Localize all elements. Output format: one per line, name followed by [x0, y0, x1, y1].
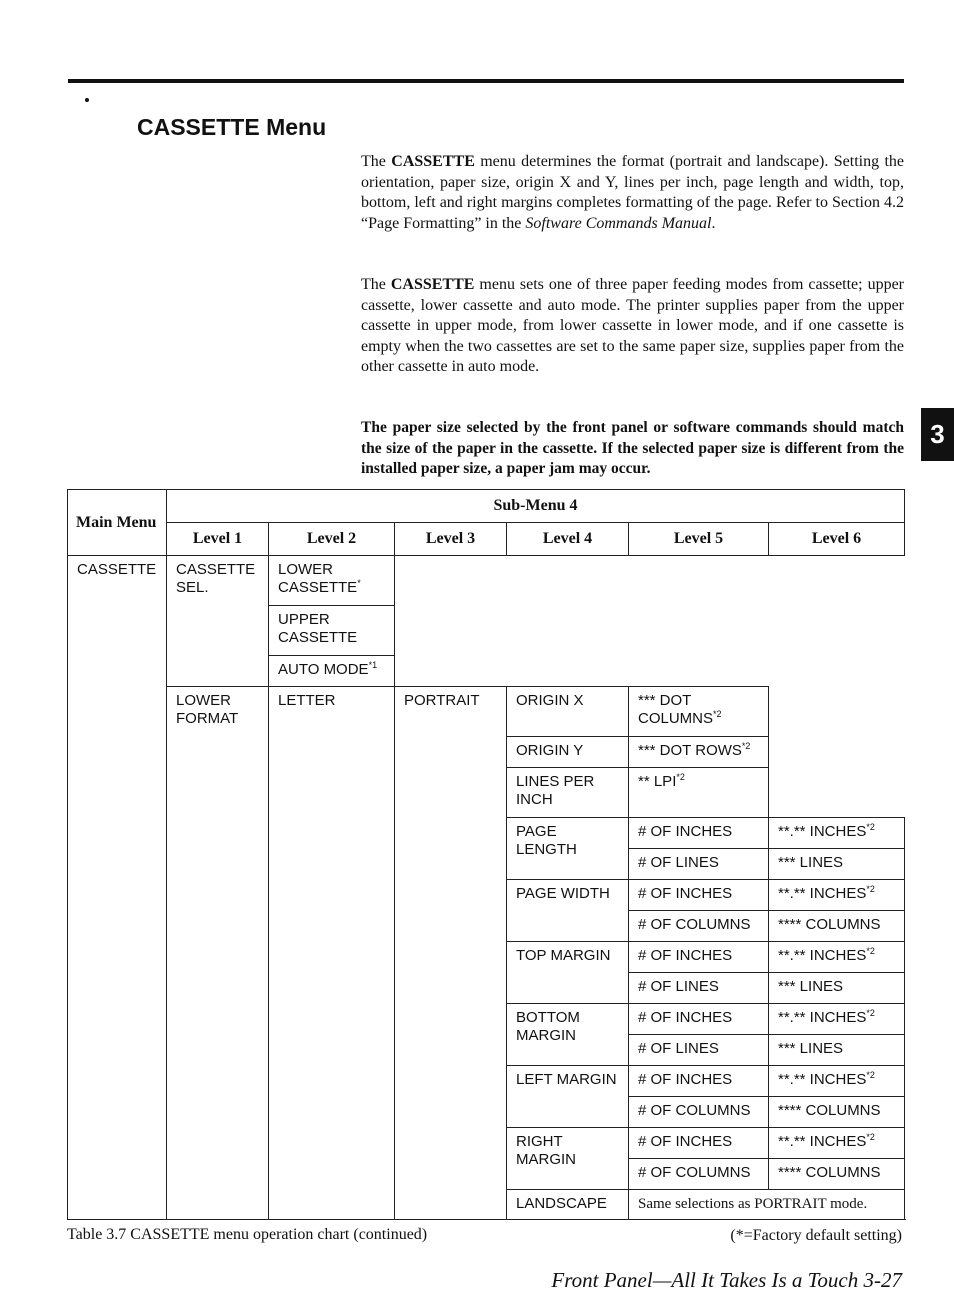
bottom-margin-cell: BOTTOM MARGIN — [507, 1004, 629, 1066]
level-4-header: Level 4 — [507, 523, 629, 556]
top-margin-lines-option: # OF LINES — [629, 973, 769, 1004]
portrait-cell: PORTRAIT — [395, 687, 507, 1220]
origin-x-cell: ORIGIN X — [507, 687, 629, 737]
level-3-header: Level 3 — [395, 523, 507, 556]
factory-default-note: (*=Factory default setting) — [730, 1227, 902, 1244]
table-caption: Table 3.7 CASSETTE menu operation chart (continued) — [67, 1226, 428, 1243]
main-menu-header: Main Menu — [68, 490, 167, 556]
right-margin-columns-option: # OF COLUMNS — [629, 1159, 769, 1190]
page-width-inches-value: **.** INCHES$^{*2}$ — [769, 880, 905, 911]
chapter-tab: 3 — [921, 408, 954, 461]
top-margin-inches-option: # OF INCHES — [629, 942, 769, 973]
main-menu-cassette: CASSETTE — [68, 556, 167, 1220]
lower-cassette-cell: LOWER CASSETTE* — [269, 556, 395, 606]
margin-dot — [85, 98, 89, 102]
level-1-header: Level 1 — [167, 523, 269, 556]
left-margin-inches-option: # OF INCHES — [629, 1066, 769, 1097]
left-margin-cell: LEFT MARGIN — [507, 1066, 629, 1128]
letter-cell: LETTER — [269, 687, 395, 1220]
bottom-margin-lines-value: *** LINES — [769, 1035, 905, 1066]
top-rule — [68, 79, 904, 83]
level-2-header: Level 2 — [269, 523, 395, 556]
dot-columns-cell: *** DOT COLUMNS$^{*2}$ — [629, 687, 769, 737]
page-width-cell: PAGE WIDTH — [507, 880, 629, 942]
origin-y-cell: ORIGIN Y — [507, 737, 629, 768]
dot-rows-cell: *** DOT ROWS$^{*2}$ — [629, 737, 769, 768]
bottom-margin-inches-value: **.** INCHES$^{*2}$ — [769, 1004, 905, 1035]
empty-area — [395, 556, 905, 687]
page-width-columns-option: # OF COLUMNS — [629, 911, 769, 942]
left-margin-columns-value: **** COLUMNS — [769, 1097, 905, 1128]
page-footer: Front Panel—All It Takes Is a Touch 3-27 — [551, 1268, 902, 1292]
bottom-margin-lines-option: # OF LINES — [629, 1035, 769, 1066]
landscape-cell: LANDSCAPE — [507, 1190, 629, 1220]
level-6-header: Level 6 — [769, 523, 905, 556]
right-margin-inches-option: # OF INCHES — [629, 1128, 769, 1159]
right-margin-inches-value: **.** INCHES$^{*2}$ — [769, 1128, 905, 1159]
feed-mode-paragraph: The CASSETTE menu sets one of three paper feeding modes from cassette; upper cassette, lower cassette and auto mode. The printer supplies paper from the upper cassette in upper mode, from lower cassette in lower mode, and if one cassette is empty when the two cassettes are set to the same paper size, supplies paper from the other cassette in auto mode. — [361, 276, 904, 375]
auto-mode-cell: AUTO MODE$^{*1}$ — [269, 656, 395, 687]
landscape-note: Same selections as PORTRAIT mode. — [629, 1190, 905, 1220]
page-length-lines-option: # OF LINES — [629, 849, 769, 880]
cassette-sel-cell: CASSETTE SEL. — [167, 556, 269, 687]
left-margin-columns-option: # OF COLUMNS — [629, 1097, 769, 1128]
page-width-columns-value: **** COLUMNS — [769, 911, 905, 942]
top-margin-cell: TOP MARGIN — [507, 942, 629, 1004]
left-margin-inches-value: **.** INCHES$^{*2}$ — [769, 1066, 905, 1097]
empty-level-6 — [769, 687, 905, 818]
paper-size-warning: The paper size selected by the front panel or software commands should match the size of the paper in the cassette. If the selected paper size is different from the installed paper size, a paper jam may occur. — [361, 419, 904, 477]
page-length-inches-value: **.** INCHES$^{*2}$ — [769, 818, 905, 849]
intro-paragraph: The CASSETTE menu determines the format (portrait and landscape). Setting the orientation, paper size, origin X and Y, lines per inch, page length and width, top, bottom, left and right margins completes formatting of the page. Refer to Section 4.2 “Page Formatting” in the Software Commands Manual. — [361, 153, 905, 232]
sub-menu-header: Sub-Menu 4 — [167, 490, 905, 523]
page-length-lines-value: *** LINES — [769, 849, 905, 880]
lines-per-inch-cell: LINES PER INCH — [507, 768, 629, 818]
lower-format-cell: LOWER FORMAT — [167, 687, 269, 1220]
page-length-cell: PAGE LENGTH — [507, 818, 629, 880]
right-margin-columns-value: **** COLUMNS — [769, 1159, 905, 1190]
top-margin-inches-value: **.** INCHES$^{*2}$ — [769, 942, 905, 973]
page-length-inches-option: # OF INCHES — [629, 818, 769, 849]
top-margin-lines-value: *** LINES — [769, 973, 905, 1004]
bottom-margin-inches-option: # OF INCHES — [629, 1004, 769, 1035]
upper-cassette-cell: UPPER CASSETTE — [269, 606, 395, 656]
right-margin-cell: RIGHT MARGIN — [507, 1128, 629, 1190]
section-title: CASSETTE Menu — [137, 114, 327, 140]
page-width-inches-option: # OF INCHES — [629, 880, 769, 911]
cassette-menu-table — [67, 489, 905, 1220]
lpi-cell: ** LPI$^{*2}$ — [629, 768, 769, 818]
level-5-header: Level 5 — [629, 523, 769, 556]
